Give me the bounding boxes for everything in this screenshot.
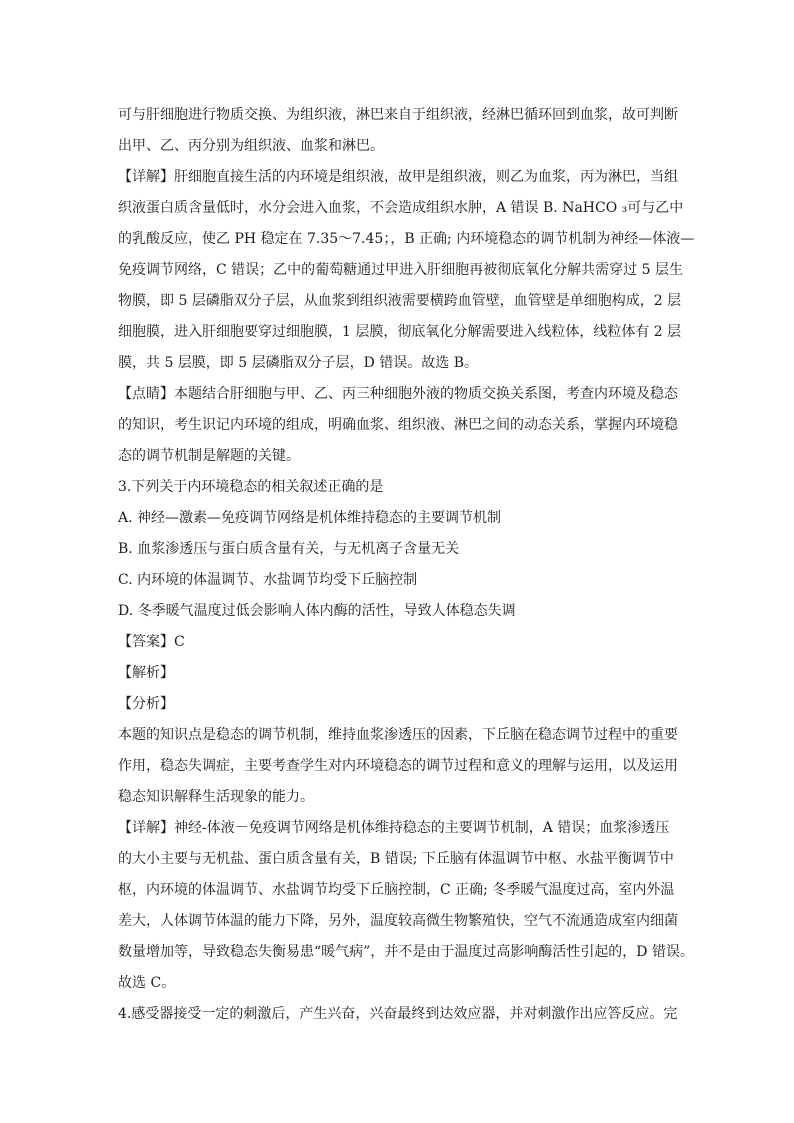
text-line: 故选 C。 bbox=[118, 975, 176, 991]
text-line: 出甲、乙、丙分别为组织液、血浆和淋巴。 bbox=[118, 138, 384, 154]
text-line: 本题的知识点是稳态的调节机制，维持血浆渗透压的因素，下丘脑在稳态调节过程中的重要 bbox=[118, 727, 678, 743]
text-line: 物膜，即 5 层磷脂双分子层，从血浆到组织液需要横跨血管壁，血管壁是单细胞构成，2 层 bbox=[118, 293, 682, 309]
question-stem: 3.下列关于内环境稳态的相关叙述正确的是 bbox=[118, 479, 384, 495]
text-line: 可与肝细胞进行物质交换、为组织液，淋巴来自于组织液，经淋巴循环回到血浆，故可判断 bbox=[118, 107, 678, 123]
text-line: 的乳酸反应，使乙 PH 稳定在 7.35～7.45；，B 正确; 内环境稳态的调节机制为神经—体液— bbox=[118, 231, 695, 247]
text-line: 枢，内环境的体温调节、水盐调节均受下丘脑控制，C 正确; 冬季暖气温度过高，室内外温 bbox=[118, 882, 675, 898]
text-line: 作用，稳态失调症，主要考查学生对内环境稳态的调节过程和意义的理解与运用，以及运用 bbox=[118, 758, 678, 774]
text-line: 稳态知识解释生活现象的能力。 bbox=[118, 789, 314, 805]
answer-label: 【答案】C bbox=[118, 634, 185, 650]
text-line: 态的调节机制是解题的关键。 bbox=[118, 448, 300, 464]
text-line: 的大小主要与无机盐、蛋白质含量有关，B 错误; 下丘脑有体温调节中枢、水盐平衡调节中 bbox=[118, 851, 674, 867]
analysis-label: 【解析】 bbox=[118, 665, 174, 681]
option-d: D. 冬季暖气温度过低会影响人体内酶的活性，导致人体稳态失调 bbox=[118, 603, 516, 619]
option-c: C. 内环境的体温调节、水盐调节均受下丘脑控制 bbox=[118, 572, 418, 588]
document-page bbox=[118, 100, 695, 1030]
breakdown-label: 【分析】 bbox=[118, 696, 174, 712]
text-line: 数量增加等，导致稳态失衡易患“暖气病”，并不是由于温度过高影响酶活性引起的，D 错误。 bbox=[118, 944, 694, 960]
explanation-detail-line: 【详解】肝细胞直接生活的内环境是组织液，故甲是组织液，则乙为血浆，丙为淋巴，当组 bbox=[118, 169, 678, 185]
text-line: 膜，共 5 层膜，即 5 层磷脂双分子层，D 错误。故选 B。 bbox=[118, 355, 479, 371]
question-stem: 4.感受器接受一定的刺激后，产生兴奋，兴奋最终到达效应器，并对刺激作出应答反应。完 bbox=[118, 1006, 678, 1022]
text-line: 差大，人体调节体温的能力下降，另外，温度较高微生物繁殖快，空气不流通造成室内细菌 bbox=[118, 913, 678, 929]
text-line: 细胞膜，进入肝细胞要穿过细胞膜，1 层膜，彻底氧化分解需要进入线粒体，线粒体有 2 层 bbox=[118, 324, 682, 340]
text-line: 免疫调节网络，C 错误；乙中的葡萄糖通过甲进入肝细胞再被彻底氧化分解共需穿过 5 层生 bbox=[118, 262, 683, 278]
highlight-comment-line: 【点睛】本题结合肝细胞与甲、乙、丙三种细胞外液的物质交换关系图，考查内环境及稳态 bbox=[118, 386, 678, 402]
text-line: 织液蛋白质含量低时，水分会进入血浆，不会造成组织水肿，A 错误 B. NaHCO ₃可与乙中 bbox=[118, 200, 684, 216]
option-b: B. 血浆渗透压与蛋白质含量有关，与无机离子含量无关 bbox=[118, 541, 460, 557]
text-line: 的知识，考生识记内环境的组成，明确血浆、组织液、淋巴之间的动态关系，掌握内环境稳 bbox=[118, 417, 678, 433]
explanation-detail-line: 【详解】神经-体液－免疫调节网络是机体维持稳态的主要调节机制，A 错误；血浆渗透压 bbox=[118, 820, 670, 836]
option-a: A. 神经—激素—免疫调节网络是机体维持稳态的主要调节机制 bbox=[118, 510, 502, 526]
